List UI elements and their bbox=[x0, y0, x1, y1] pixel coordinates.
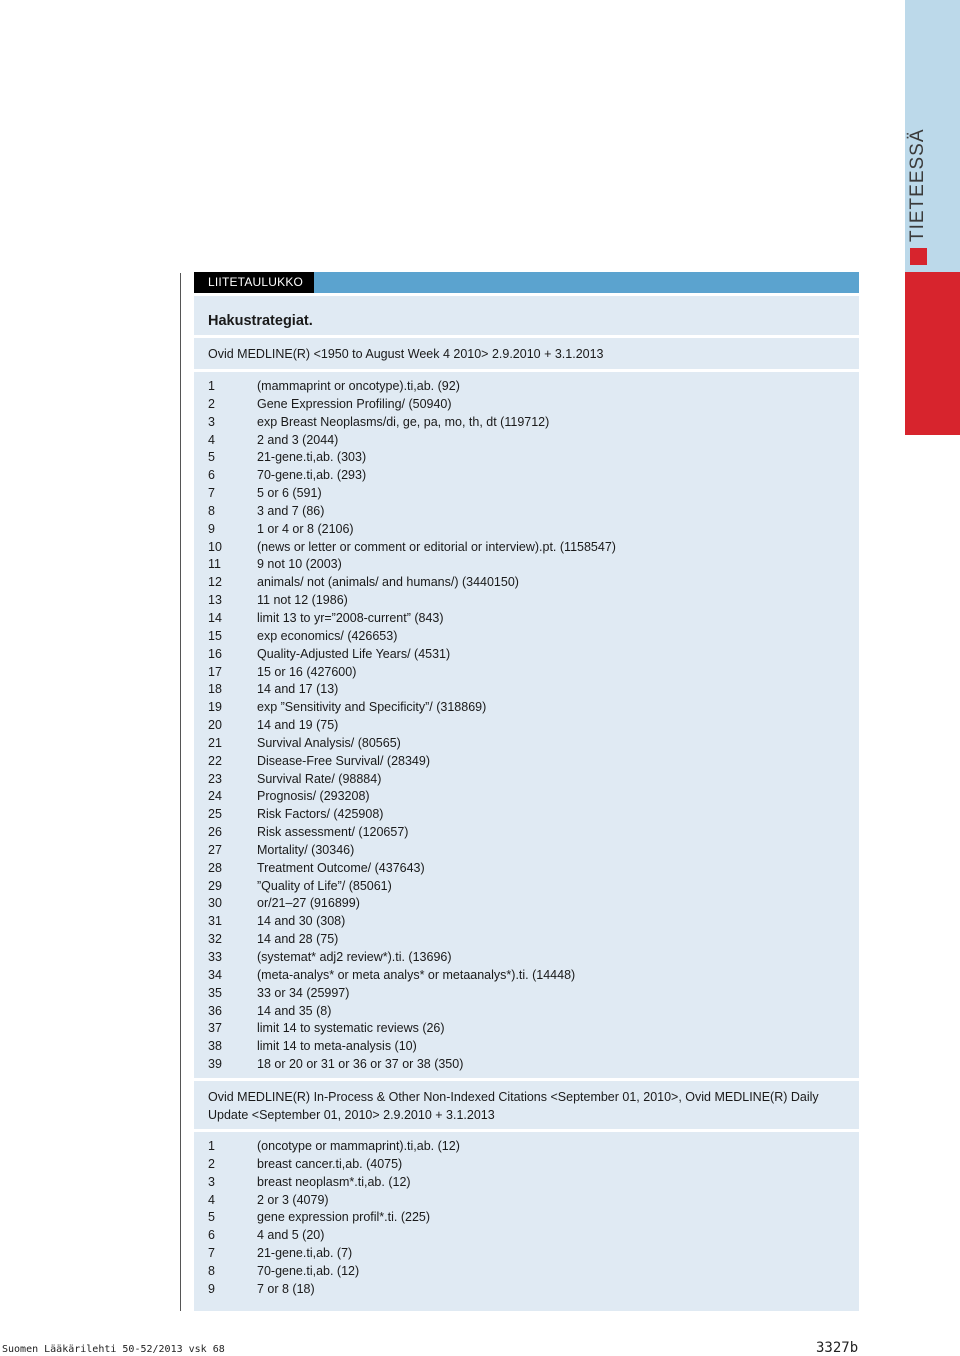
row-query: 18 or 20 or 31 or 36 or 37 or 38 (350) bbox=[257, 1057, 464, 1072]
row-query: 33 or 34 (25997) bbox=[257, 985, 350, 1000]
table-row bbox=[194, 985, 859, 1003]
table-row bbox=[194, 913, 859, 931]
row-query: 15 or 16 (427600) bbox=[257, 664, 357, 679]
table-row bbox=[194, 664, 859, 682]
row-number: 33 bbox=[208, 950, 222, 964]
row-number: 13 bbox=[208, 593, 222, 608]
row-number: 20 bbox=[208, 718, 222, 733]
row-number: 2 bbox=[208, 396, 215, 411]
row-query: Prognosis/ (293208) bbox=[257, 789, 370, 804]
row-query: limit 14 to systematic reviews (26) bbox=[257, 1021, 445, 1036]
table-row bbox=[194, 1020, 859, 1038]
row-number: 1 bbox=[208, 379, 215, 393]
table-row bbox=[194, 503, 859, 521]
table-row bbox=[194, 521, 859, 539]
table-row bbox=[194, 378, 859, 396]
row-number: 8 bbox=[208, 1263, 215, 1278]
table-row bbox=[194, 556, 859, 574]
table-row bbox=[194, 574, 859, 592]
section-label-text: TIETEESSÄ bbox=[907, 128, 928, 242]
row-query: (oncotype or mammaprint).ti,ab. (12) bbox=[257, 1139, 460, 1153]
row-number: 15 bbox=[208, 628, 222, 643]
table-row bbox=[194, 1281, 859, 1299]
row-query: 14 and 28 (75) bbox=[257, 932, 339, 947]
row-query: ”Quality of Life”/ (85061) bbox=[257, 878, 392, 893]
row-number: 18 bbox=[208, 682, 222, 697]
row-number: 5 bbox=[208, 1210, 215, 1225]
table-row bbox=[194, 735, 859, 753]
row-query: Disease-Free Survival/ (28349) bbox=[257, 753, 430, 768]
row-number: 24 bbox=[208, 789, 222, 804]
section1-rows-panel bbox=[194, 372, 859, 1078]
table-row bbox=[194, 1156, 859, 1174]
row-query: Gene Expression Profiling/ (50940) bbox=[257, 396, 452, 411]
table-row bbox=[194, 895, 859, 913]
table-row bbox=[194, 628, 859, 646]
row-number: 9 bbox=[208, 521, 215, 536]
row-query: Mortality/ (30346) bbox=[257, 842, 355, 857]
row-query: 14 and 19 (75) bbox=[257, 718, 339, 733]
table-row bbox=[194, 699, 859, 717]
row-query: Risk Factors/ (425908) bbox=[257, 807, 384, 822]
section-label bbox=[907, 128, 929, 265]
row-query: Survival Rate/ (98884) bbox=[257, 771, 382, 786]
table-row bbox=[194, 1245, 859, 1263]
row-number: 7 bbox=[208, 1246, 215, 1261]
row-number: 3 bbox=[208, 414, 215, 429]
section2-rows-panel bbox=[194, 1132, 859, 1311]
row-number: 7 bbox=[208, 486, 215, 501]
table-row bbox=[194, 681, 859, 699]
row-query: 2 and 3 (2044) bbox=[257, 432, 339, 447]
row-query: 21-gene.ti,ab. (7) bbox=[257, 1246, 353, 1261]
row-number: 28 bbox=[208, 860, 222, 875]
vertical-rule bbox=[180, 273, 181, 1311]
row-query: exp ”Sensitivity and Specificity”/ (318869) bbox=[257, 700, 487, 715]
row-number: 5 bbox=[208, 450, 215, 465]
title-panel bbox=[194, 296, 859, 335]
row-query: 2 or 3 (4079) bbox=[257, 1192, 329, 1207]
row-number: 32 bbox=[208, 932, 222, 947]
table-row bbox=[194, 1056, 859, 1074]
row-number: 2 bbox=[208, 1156, 215, 1171]
row-number: 36 bbox=[208, 1003, 222, 1018]
row-number: 35 bbox=[208, 985, 222, 1000]
table-row bbox=[194, 1038, 859, 1056]
row-number: 31 bbox=[208, 914, 222, 929]
row-query: 70-gene.ti,ab. (12) bbox=[257, 1263, 360, 1278]
row-query: gene expression profil*.ti. (225) bbox=[257, 1210, 431, 1225]
row-number: 27 bbox=[208, 842, 222, 857]
table-row bbox=[194, 1227, 859, 1245]
row-number: 25 bbox=[208, 807, 222, 822]
table-row bbox=[194, 539, 859, 557]
row-query: Survival Analysis/ (80565) bbox=[257, 735, 401, 750]
table-row bbox=[194, 806, 859, 824]
section2-database-panel bbox=[194, 1081, 859, 1129]
row-query: 21-gene.ti,ab. (303) bbox=[257, 450, 367, 465]
row-number: 11 bbox=[208, 557, 221, 572]
table-row bbox=[194, 646, 859, 664]
row-number: 12 bbox=[208, 575, 222, 590]
row-number: 16 bbox=[208, 646, 222, 661]
section1-database-panel bbox=[194, 338, 859, 369]
table-row bbox=[194, 610, 859, 628]
row-query: limit 14 to meta-analysis (10) bbox=[257, 1039, 417, 1054]
row-number: 6 bbox=[208, 1228, 215, 1243]
section1-rows bbox=[194, 372, 859, 1074]
table-row bbox=[194, 592, 859, 610]
row-number: 21 bbox=[208, 735, 222, 750]
row-query: 14 and 17 (13) bbox=[257, 682, 339, 697]
table-row bbox=[194, 1209, 859, 1227]
row-number: 19 bbox=[208, 700, 222, 715]
table-row bbox=[194, 414, 859, 432]
red-square-icon bbox=[910, 248, 927, 265]
table-row bbox=[194, 1003, 859, 1021]
row-number: 9 bbox=[208, 1281, 215, 1296]
table-row bbox=[194, 1174, 859, 1192]
row-number: 4 bbox=[208, 1192, 215, 1207]
row-query: (meta-analys* or meta analys* or metaanalys*).ti. (14448) bbox=[257, 967, 576, 982]
row-query: (systemat* adj2 review*).ti. (13696) bbox=[257, 950, 452, 964]
table-row bbox=[194, 949, 859, 967]
table-row bbox=[194, 1138, 859, 1156]
row-query: 11 not 12 (1986) bbox=[257, 593, 348, 608]
row-number: 4 bbox=[208, 432, 215, 447]
table-row bbox=[194, 449, 859, 467]
side-tab-bottom bbox=[905, 272, 960, 435]
table-row bbox=[194, 432, 859, 450]
row-query: (mammaprint or oncotype).ti,ab. (92) bbox=[257, 379, 460, 393]
table-row bbox=[194, 967, 859, 985]
row-query: (news or letter or comment or editorial or interview).pt. (1158547) bbox=[257, 539, 616, 554]
row-number: 8 bbox=[208, 503, 215, 518]
table-row bbox=[194, 824, 859, 842]
row-query: 4 and 5 (20) bbox=[257, 1228, 325, 1243]
table-row bbox=[194, 842, 859, 860]
row-query: animals/ not (animals/ and humans/) (3440150) bbox=[257, 575, 519, 590]
row-query: 5 or 6 (591) bbox=[257, 486, 322, 501]
row-query: Treatment Outcome/ (437643) bbox=[257, 860, 425, 875]
row-query: breast cancer.ti,ab. (4075) bbox=[257, 1156, 403, 1171]
table-row bbox=[194, 931, 859, 949]
row-number: 6 bbox=[208, 468, 215, 483]
table-row bbox=[194, 860, 859, 878]
row-query: 14 and 35 (8) bbox=[257, 1003, 332, 1018]
table-row bbox=[194, 467, 859, 485]
row-number: 34 bbox=[208, 967, 222, 982]
row-query: 3 and 7 (86) bbox=[257, 503, 325, 518]
row-query: exp Breast Neoplasms/di, ge, pa, mo, th, dt (119712) bbox=[257, 414, 550, 429]
row-query: 14 and 30 (308) bbox=[257, 914, 346, 929]
row-query: 70-gene.ti,ab. (293) bbox=[257, 468, 367, 483]
row-query: or/21–27 (916899) bbox=[257, 896, 360, 911]
row-number: 30 bbox=[208, 896, 222, 911]
row-number: 26 bbox=[208, 825, 222, 840]
row-number: 39 bbox=[208, 1057, 222, 1072]
row-number: 10 bbox=[208, 539, 222, 554]
section2-rows bbox=[194, 1132, 859, 1299]
row-number: 29 bbox=[208, 878, 222, 893]
row-number: 3 bbox=[208, 1174, 215, 1189]
row-query: 1 or 4 or 8 (2106) bbox=[257, 521, 354, 536]
row-query: limit 13 to yr=”2008-current” (843) bbox=[257, 610, 444, 625]
row-number: 37 bbox=[208, 1021, 222, 1036]
table-title: Hakustrategiat. bbox=[208, 313, 313, 329]
table-row bbox=[194, 753, 859, 771]
row-query: breast neoplasm*.ti,ab. (12) bbox=[257, 1174, 411, 1189]
table-row bbox=[194, 717, 859, 735]
row-query: Risk assessment/ (120657) bbox=[257, 825, 409, 840]
row-query: Quality-Adjusted Life Years/ (4531) bbox=[257, 646, 451, 661]
row-number: 38 bbox=[208, 1039, 222, 1054]
section1-database: Ovid MEDLINE(R) <1950 to August Week 4 2010> 2.9.2010 + 3.1.2013 bbox=[208, 347, 604, 361]
table-row bbox=[194, 1192, 859, 1210]
row-query: 7 or 8 (18) bbox=[257, 1281, 315, 1296]
table-row bbox=[194, 1263, 859, 1281]
page-number: 3327b bbox=[816, 1340, 859, 1356]
row-query: exp economics/ (426653) bbox=[257, 628, 398, 643]
row-number: 17 bbox=[208, 664, 222, 679]
section2-database: Ovid MEDLINE(R) In-Process & Other Non-Indexed Citations <September 01, 2010>, Ovid MEDLINE(R) Daily Update <September 01, 2010> 2.9.2010 + 3.1.2013 bbox=[208, 1090, 819, 1122]
table-row bbox=[194, 878, 859, 896]
table-row bbox=[194, 771, 859, 789]
row-query: 9 not 10 (2003) bbox=[257, 557, 342, 572]
table-row bbox=[194, 396, 859, 414]
row-number: 1 bbox=[208, 1139, 215, 1153]
row-number: 23 bbox=[208, 771, 222, 786]
row-number: 14 bbox=[208, 610, 222, 625]
table-row bbox=[194, 485, 859, 503]
table-label: LIITETAULUKKO bbox=[194, 272, 314, 293]
journal-footer: Suomen Lääkärilehti 50-52/2013 vsk 68 bbox=[2, 1344, 225, 1355]
table-row bbox=[194, 788, 859, 806]
row-number: 22 bbox=[208, 753, 222, 768]
